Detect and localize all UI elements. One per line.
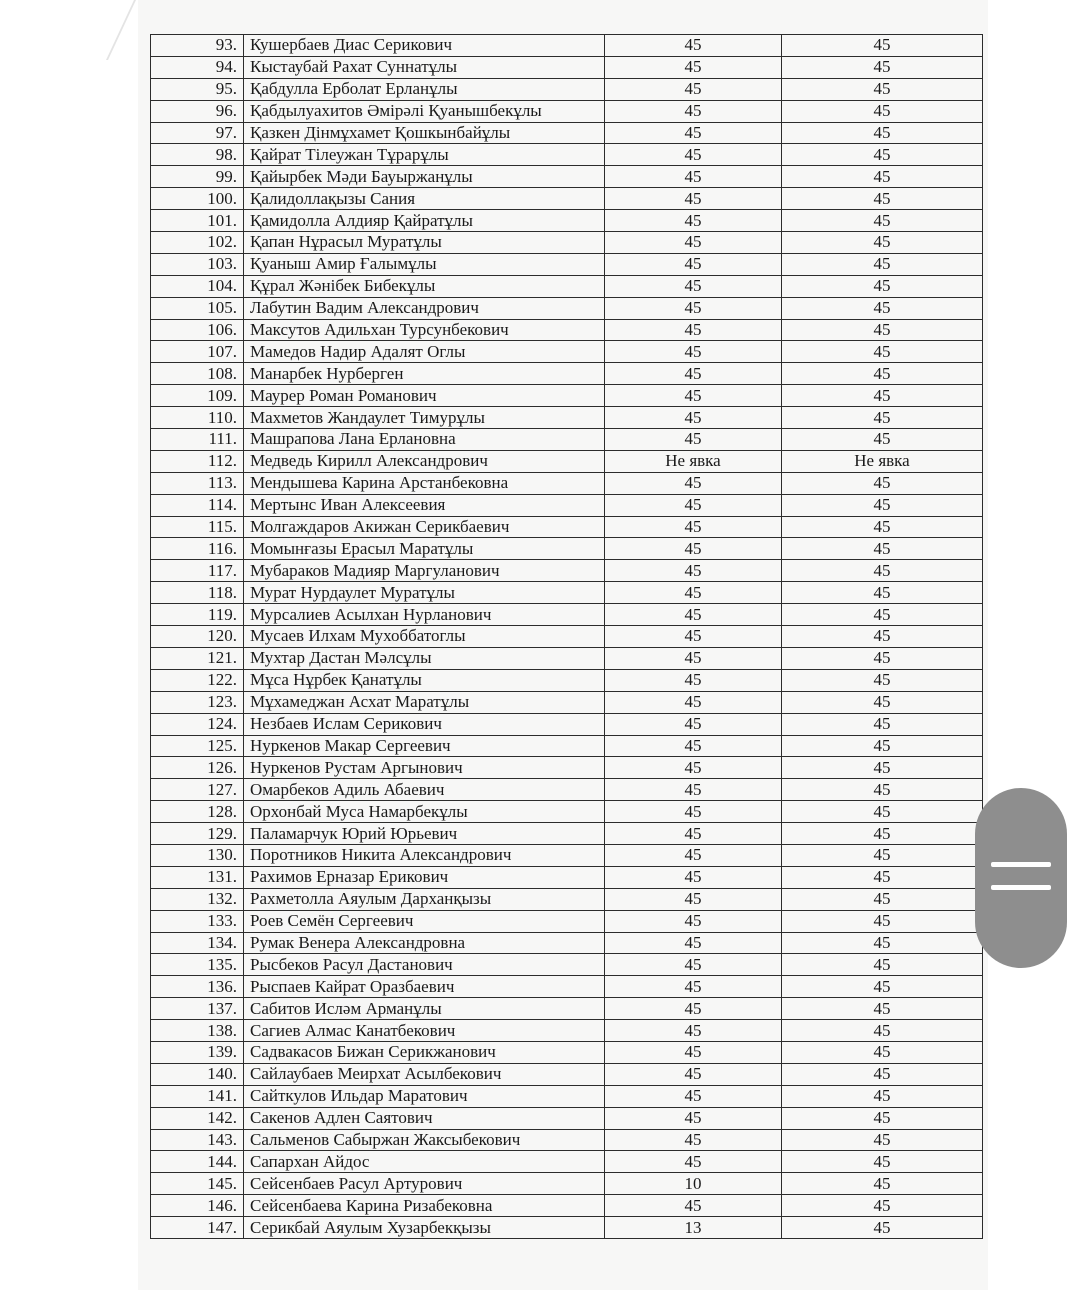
student-name: Мухтар Дастан Мәлсұлы [244, 647, 605, 669]
table-row [151, 626, 983, 648]
row-number: 116. [151, 538, 244, 560]
student-name: Роев Семён Сергеевич [244, 910, 605, 932]
row-number: 119. [151, 604, 244, 626]
score-1: 45 [605, 538, 782, 560]
row-number: 136. [151, 976, 244, 998]
row-number: 121. [151, 647, 244, 669]
score-1: 45 [605, 494, 782, 516]
score-1: 45 [605, 757, 782, 779]
row-number: 132. [151, 888, 244, 910]
row-number: 129. [151, 823, 244, 845]
table-row [151, 166, 983, 188]
table-row [151, 1173, 983, 1195]
table-row [151, 1063, 983, 1085]
student-name: Сакенов Адлен Саятович [244, 1107, 605, 1129]
score-1: 45 [605, 560, 782, 582]
score-2: 45 [782, 691, 983, 713]
student-name: Сабитов Ислəм Арманұлы [244, 998, 605, 1020]
score-1: 45 [605, 1107, 782, 1129]
student-name: Қазкен Дінмұхамет Қошкынбайұлы [244, 122, 605, 144]
row-number: 94. [151, 56, 244, 78]
score-2: 45 [782, 582, 983, 604]
score-2: 45 [782, 253, 983, 275]
table-row [151, 232, 983, 254]
results-table-body [151, 35, 983, 1239]
table-row [151, 56, 983, 78]
table-row [151, 363, 983, 385]
table-row [151, 1129, 983, 1151]
student-name: Рахимов Ерназар Ерикович [244, 866, 605, 888]
row-number: 114. [151, 494, 244, 516]
score-1: 45 [605, 407, 782, 429]
score-2: 45 [782, 1129, 983, 1151]
score-1: 45 [605, 122, 782, 144]
row-number: 106. [151, 319, 244, 341]
score-2: 45 [782, 78, 983, 100]
score-1: 45 [605, 232, 782, 254]
row-number: 98. [151, 144, 244, 166]
table-row [151, 144, 983, 166]
table-row [151, 275, 983, 297]
score-2: 45 [782, 1085, 983, 1107]
table-row [151, 932, 983, 954]
table-row [151, 100, 983, 122]
score-2: 45 [782, 1020, 983, 1042]
score-1: 45 [605, 1195, 782, 1217]
row-number: 144. [151, 1151, 244, 1173]
row-number: 143. [151, 1129, 244, 1151]
score-1: 45 [605, 275, 782, 297]
row-number: 130. [151, 844, 244, 866]
row-number: 111. [151, 429, 244, 451]
student-name: Мертынс Иван Алексеевия [244, 494, 605, 516]
row-number: 104. [151, 275, 244, 297]
score-1: 45 [605, 976, 782, 998]
student-name: Кыстаубай Рахат Суннатұлы [244, 56, 605, 78]
table-row [151, 472, 983, 494]
student-name: Мурат Нурдаулет Муратұлы [244, 582, 605, 604]
student-name: Мурсалиев Асылхан Нурланович [244, 604, 605, 626]
score-2: 45 [782, 735, 983, 757]
score-1: 45 [605, 669, 782, 691]
score-2: 45 [782, 516, 983, 538]
score-2: 45 [782, 100, 983, 122]
student-name: Кушербаев Диас Серикович [244, 35, 605, 57]
score-1: 45 [605, 35, 782, 57]
student-name: Қайрат Тілеужан Тұрарұлы [244, 144, 605, 166]
score-1: 45 [605, 932, 782, 954]
score-1: 45 [605, 319, 782, 341]
student-name: Мендышева Карина Арстанбековна [244, 472, 605, 494]
score-1: 45 [605, 866, 782, 888]
student-name: Махметов Жандаулет Тимурұлы [244, 407, 605, 429]
student-name: Поротников Никита Александрович [244, 844, 605, 866]
score-2: 45 [782, 232, 983, 254]
row-number: 107. [151, 341, 244, 363]
score-2: 45 [782, 1107, 983, 1129]
row-number: 108. [151, 363, 244, 385]
table-row [151, 122, 983, 144]
student-name: Сапархан Айдос [244, 1151, 605, 1173]
student-name: Медведь Кирилл Александрович [244, 450, 605, 472]
score-2: 45 [782, 604, 983, 626]
student-name: Рысбеков Расул Дастанович [244, 954, 605, 976]
row-number: 99. [151, 166, 244, 188]
row-number: 134. [151, 932, 244, 954]
score-2: 45 [782, 363, 983, 385]
student-name: Лабутин Вадим Александрович [244, 297, 605, 319]
score-1: 45 [605, 516, 782, 538]
table-row [151, 341, 983, 363]
score-1: 45 [605, 341, 782, 363]
row-number: 140. [151, 1063, 244, 1085]
table-row [151, 297, 983, 319]
student-name: Садвакасов Бижан Серикжанович [244, 1041, 605, 1063]
score-2: 45 [782, 210, 983, 232]
score-1: 45 [605, 844, 782, 866]
student-name: Мусаев Илхам Мухоббатоглы [244, 626, 605, 648]
score-2: 45 [782, 166, 983, 188]
student-name: Құрал Жәнібек Бибекұлы [244, 275, 605, 297]
row-number: 113. [151, 472, 244, 494]
table-row [151, 1151, 983, 1173]
drag-handle-icon [991, 862, 1051, 867]
score-1: 45 [605, 1151, 782, 1173]
row-number: 97. [151, 122, 244, 144]
score-2: 45 [782, 472, 983, 494]
student-name: Орхонбай Муса Намарбекұлы [244, 801, 605, 823]
row-number: 125. [151, 735, 244, 757]
score-1: 45 [605, 100, 782, 122]
table-row [151, 998, 983, 1020]
student-name: Сейсенбаева Карина Ризабековна [244, 1195, 605, 1217]
table-row [151, 516, 983, 538]
score-2: 45 [782, 560, 983, 582]
student-name: Мамедов Надир Адалят Оглы [244, 341, 605, 363]
score-1: 45 [605, 1085, 782, 1107]
score-2: 45 [782, 275, 983, 297]
row-number: 141. [151, 1085, 244, 1107]
score-2: 45 [782, 144, 983, 166]
row-number: 139. [151, 1041, 244, 1063]
score-1: 45 [605, 429, 782, 451]
score-1: 45 [605, 604, 782, 626]
score-2: 45 [782, 35, 983, 57]
row-number: 146. [151, 1195, 244, 1217]
student-name: Қайырбек Мәди Бауыржанұлы [244, 166, 605, 188]
table-row [151, 560, 983, 582]
table-row [151, 385, 983, 407]
score-2: 45 [782, 429, 983, 451]
table-row [151, 647, 983, 669]
score-2: 45 [782, 1195, 983, 1217]
score-2: 45 [782, 998, 983, 1020]
score-2: 45 [782, 407, 983, 429]
score-2: 45 [782, 844, 983, 866]
score-1: 45 [605, 210, 782, 232]
row-number: 95. [151, 78, 244, 100]
row-number: 147. [151, 1217, 244, 1239]
score-2: 45 [782, 56, 983, 78]
student-name: Рахметолла Аяулым Дарханқызы [244, 888, 605, 910]
student-name: Қабдулла Ерболат Ерланұлы [244, 78, 605, 100]
score-2: 45 [782, 888, 983, 910]
table-row [151, 253, 983, 275]
table-row [151, 866, 983, 888]
table-row [151, 823, 983, 845]
score-2: 45 [782, 779, 983, 801]
row-number: 110. [151, 407, 244, 429]
student-name: Қамидолла Алдияр Қайратұлы [244, 210, 605, 232]
score-1: 45 [605, 954, 782, 976]
table-row [151, 604, 983, 626]
student-name: Румак Венера Александровна [244, 932, 605, 954]
score-1: 45 [605, 735, 782, 757]
score-1: 45 [605, 297, 782, 319]
score-2: 45 [782, 538, 983, 560]
score-1: 45 [605, 385, 782, 407]
row-number: 131. [151, 866, 244, 888]
student-name: Маурер Роман Романович [244, 385, 605, 407]
table-row [151, 779, 983, 801]
score-1: 45 [605, 144, 782, 166]
score-2: 45 [782, 976, 983, 998]
score-1: 45 [605, 1129, 782, 1151]
table-row [151, 735, 983, 757]
student-name: Қалидоллақызы Сания [244, 188, 605, 210]
table-row [151, 407, 983, 429]
row-number: 118. [151, 582, 244, 604]
row-number: 103. [151, 253, 244, 275]
student-name: Рыспаев Кайрат Оразбаевич [244, 976, 605, 998]
table-row [151, 1107, 983, 1129]
student-name: Сайткулов Ильдар Маратович [244, 1085, 605, 1107]
student-name: Молгаждаров Акижан Серикбаевич [244, 516, 605, 538]
student-name: Омарбеков Адиль Абаевич [244, 779, 605, 801]
score-2: 45 [782, 932, 983, 954]
row-number: 137. [151, 998, 244, 1020]
student-name: Сейсенбаев Расул Артурович [244, 1173, 605, 1195]
student-name: Незбаев Ислам Серикович [244, 713, 605, 735]
table-row [151, 713, 983, 735]
score-2: 45 [782, 910, 983, 932]
score-2: 45 [782, 494, 983, 516]
score-2: 45 [782, 954, 983, 976]
row-number: 117. [151, 560, 244, 582]
row-number: 102. [151, 232, 244, 254]
student-name: Қабдылуахитов Әмірәлі Қуанышбекұлы [244, 100, 605, 122]
score-1: 45 [605, 1020, 782, 1042]
score-2: 45 [782, 647, 983, 669]
row-number: 96. [151, 100, 244, 122]
score-2: 45 [782, 626, 983, 648]
student-name: Момынғазы Ерасыл Маратұлы [244, 538, 605, 560]
table-row [151, 450, 983, 472]
table-row [151, 35, 983, 57]
row-number: 145. [151, 1173, 244, 1195]
student-name: Мубараков Мадияр Маргуланович [244, 560, 605, 582]
student-name: Сагиев Алмас Канатбекович [244, 1020, 605, 1042]
score-2: 45 [782, 1217, 983, 1239]
table-row [151, 1041, 983, 1063]
scroll-handle[interactable] [975, 788, 1067, 968]
score-1: 45 [605, 998, 782, 1020]
score-1: 45 [605, 626, 782, 648]
table-row [151, 669, 983, 691]
score-1: 45 [605, 888, 782, 910]
score-2: 45 [782, 1063, 983, 1085]
score-1: 45 [605, 582, 782, 604]
student-name: Мұхамеджан Асхат Маратұлы [244, 691, 605, 713]
student-name: Манарбек Нурберген [244, 363, 605, 385]
score-1: 45 [605, 78, 782, 100]
score-1: 45 [605, 691, 782, 713]
table-row [151, 494, 983, 516]
student-name: Паламарчук Юрий Юрьевич [244, 823, 605, 845]
score-2: 45 [782, 801, 983, 823]
row-number: 120. [151, 626, 244, 648]
score-2: 45 [782, 385, 983, 407]
score-2: 45 [782, 122, 983, 144]
row-number: 109. [151, 385, 244, 407]
score-2: 45 [782, 757, 983, 779]
student-name: Максутов Адильхан Турсунбекович [244, 319, 605, 341]
score-1: 45 [605, 188, 782, 210]
table-row [151, 1217, 983, 1239]
table-row [151, 78, 983, 100]
row-number: 128. [151, 801, 244, 823]
row-number: 124. [151, 713, 244, 735]
table-row [151, 582, 983, 604]
drag-handle-icon [991, 885, 1051, 890]
score-2: 45 [782, 297, 983, 319]
score-2: Не явка [782, 450, 983, 472]
table-row [151, 1195, 983, 1217]
score-1: 10 [605, 1173, 782, 1195]
row-number: 100. [151, 188, 244, 210]
score-2: 45 [782, 823, 983, 845]
row-number: 122. [151, 669, 244, 691]
table-row [151, 844, 983, 866]
row-number: 135. [151, 954, 244, 976]
score-1: 45 [605, 801, 782, 823]
student-name: Серикбай Аяулым Хузарбекқызы [244, 1217, 605, 1239]
row-number: 142. [151, 1107, 244, 1129]
score-2: 45 [782, 866, 983, 888]
student-name: Қапан Нұрасыл Муратұлы [244, 232, 605, 254]
score-1: 45 [605, 166, 782, 188]
table-row [151, 757, 983, 779]
table-row [151, 429, 983, 451]
row-number: 123. [151, 691, 244, 713]
table-row [151, 801, 983, 823]
results-table [150, 34, 983, 1239]
table-row [151, 888, 983, 910]
score-1: 13 [605, 1217, 782, 1239]
score-2: 45 [782, 341, 983, 363]
table-row [151, 1020, 983, 1042]
student-name: Сальменов Сабыржан Жаксыбекович [244, 1129, 605, 1151]
student-name: Қуаныш Амир Ғалымұлы [244, 253, 605, 275]
score-1: 45 [605, 363, 782, 385]
table-row [151, 188, 983, 210]
score-1: 45 [605, 647, 782, 669]
row-number: 115. [151, 516, 244, 538]
row-number: 93. [151, 35, 244, 57]
table-row [151, 691, 983, 713]
table-row [151, 910, 983, 932]
score-1: 45 [605, 779, 782, 801]
score-1: 45 [605, 56, 782, 78]
student-name: Сайлаубаев Меирхат Асылбекович [244, 1063, 605, 1085]
score-1: 45 [605, 1063, 782, 1085]
score-2: 45 [782, 1151, 983, 1173]
row-number: 138. [151, 1020, 244, 1042]
table-row [151, 976, 983, 998]
student-name: Машрапова Лана Ерлановна [244, 429, 605, 451]
score-2: 45 [782, 319, 983, 341]
score-1: 45 [605, 253, 782, 275]
row-number: 126. [151, 757, 244, 779]
student-name: Мұса Нұрбек Қанатұлы [244, 669, 605, 691]
row-number: 127. [151, 779, 244, 801]
score-2: 45 [782, 188, 983, 210]
row-number: 101. [151, 210, 244, 232]
score-2: 45 [782, 1041, 983, 1063]
student-name: Нуркенов Рустам Аргынович [244, 757, 605, 779]
score-2: 45 [782, 669, 983, 691]
score-2: 45 [782, 1173, 983, 1195]
table-row [151, 210, 983, 232]
table-row [151, 954, 983, 976]
score-1: 45 [605, 910, 782, 932]
table-row [151, 319, 983, 341]
student-name: Нуркенов Макар Сергеевич [244, 735, 605, 757]
table-row [151, 538, 983, 560]
score-1: 45 [605, 823, 782, 845]
row-number: 112. [151, 450, 244, 472]
score-1: 45 [605, 713, 782, 735]
row-number: 133. [151, 910, 244, 932]
table-row [151, 1085, 983, 1107]
score-1: 45 [605, 472, 782, 494]
score-2: 45 [782, 713, 983, 735]
score-1: 45 [605, 1041, 782, 1063]
score-1: Не явка [605, 450, 782, 472]
row-number: 105. [151, 297, 244, 319]
